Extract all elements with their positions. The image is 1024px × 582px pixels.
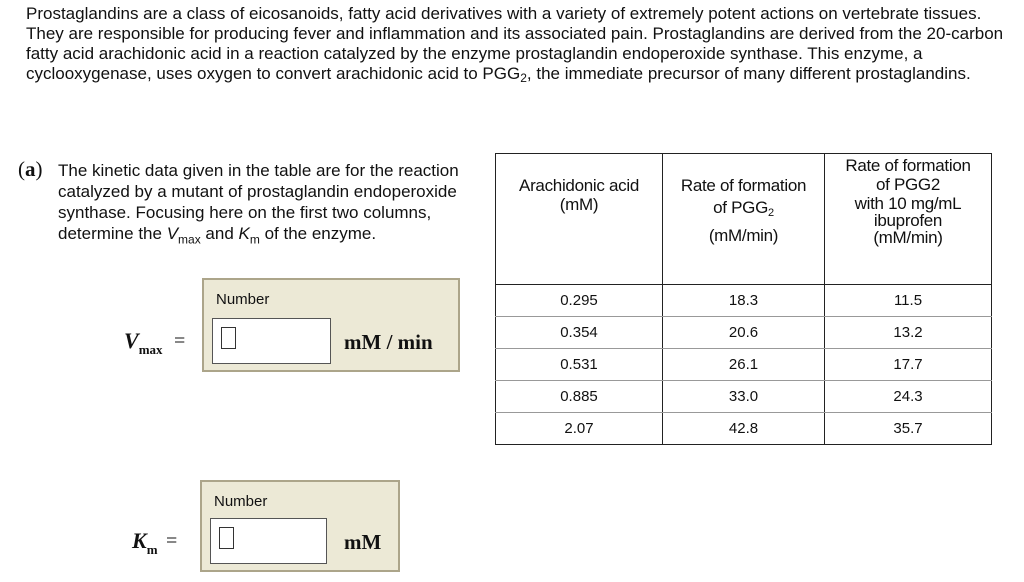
- table-cell: 2.07: [496, 413, 663, 445]
- table-cell: 42.8: [663, 413, 825, 445]
- col-header-arachidonic: Arachidonic acid (mM): [496, 154, 663, 285]
- col-header-rate-ibuprofen: Rate of formation of PGG2 with 10 mg/mL ibuprofen (mM/min): [825, 154, 992, 285]
- col-header-rate: Rate of formation of PGG2 (mM/min): [663, 154, 825, 285]
- table-row: [496, 285, 992, 317]
- kinetic-data-table: [495, 153, 992, 445]
- intro-paragraph: Prostaglandins are a class of eicosanoids, fatty acid derivatives with a variety of extremely potent actions on vertebrate tissues. They are responsible for producing fever and inflammation and its associated pain. Prostaglandins are derived from the 20-carbon fatty acid arachidonic acid in a reaction catalyzed by the enzyme prostaglandin endoperoxide synthase. This enzyme, a cyclooxygenase, uses oxygen to convert arachidonic acid to PGG2, the immediate precursor of many different prostaglandins.: [26, 4, 1004, 85]
- km-answer-box: [200, 480, 400, 572]
- km-input-cursor: [219, 527, 234, 549]
- vmax-number-label: Number: [216, 291, 270, 308]
- table-row: [496, 381, 992, 413]
- table-header-row: [496, 154, 992, 285]
- table-cell: 18.3: [663, 285, 825, 317]
- table-cell: 0.531: [496, 349, 663, 381]
- table-cell: 17.7: [825, 349, 992, 381]
- table-row: [496, 349, 992, 381]
- km-number-label: Number: [214, 493, 268, 510]
- vmax-equals: =: [174, 330, 186, 352]
- km-unit: mM: [344, 530, 382, 554]
- table-cell: 33.0: [663, 381, 825, 413]
- table-cell: 0.885: [496, 381, 663, 413]
- vmax-answer-box: [202, 278, 460, 372]
- km-equals: =: [166, 530, 178, 552]
- table-cell: 26.1: [663, 349, 825, 381]
- vmax-label: $V_{max}$: [124, 328, 163, 357]
- table-cell: 20.6: [663, 317, 825, 349]
- vmax-input[interactable]: [212, 318, 331, 364]
- km-input[interactable]: [210, 518, 327, 564]
- table-cell: 0.295: [496, 285, 663, 317]
- table-cell: 11.5: [825, 285, 992, 317]
- table-cell: 13.2: [825, 317, 992, 349]
- table-cell: 35.7: [825, 413, 992, 445]
- table-cell: 0.354: [496, 317, 663, 349]
- table-row: [496, 317, 992, 349]
- question-text: The kinetic data given in the table are for the reaction catalyzed by a mutant of prostaglandin endoperoxide synthase. Focusing here on the first two columns, determine the $V_{max}$ and $K_m$ of the enzyme.: [58, 161, 459, 247]
- vmax-unit: mM / min: [344, 330, 433, 354]
- vmax-input-cursor: [221, 327, 236, 349]
- part-label: (a): [18, 157, 43, 181]
- table-cell: 24.3: [825, 381, 992, 413]
- table-row: [496, 413, 992, 445]
- km-label: $K_m$: [132, 528, 158, 557]
